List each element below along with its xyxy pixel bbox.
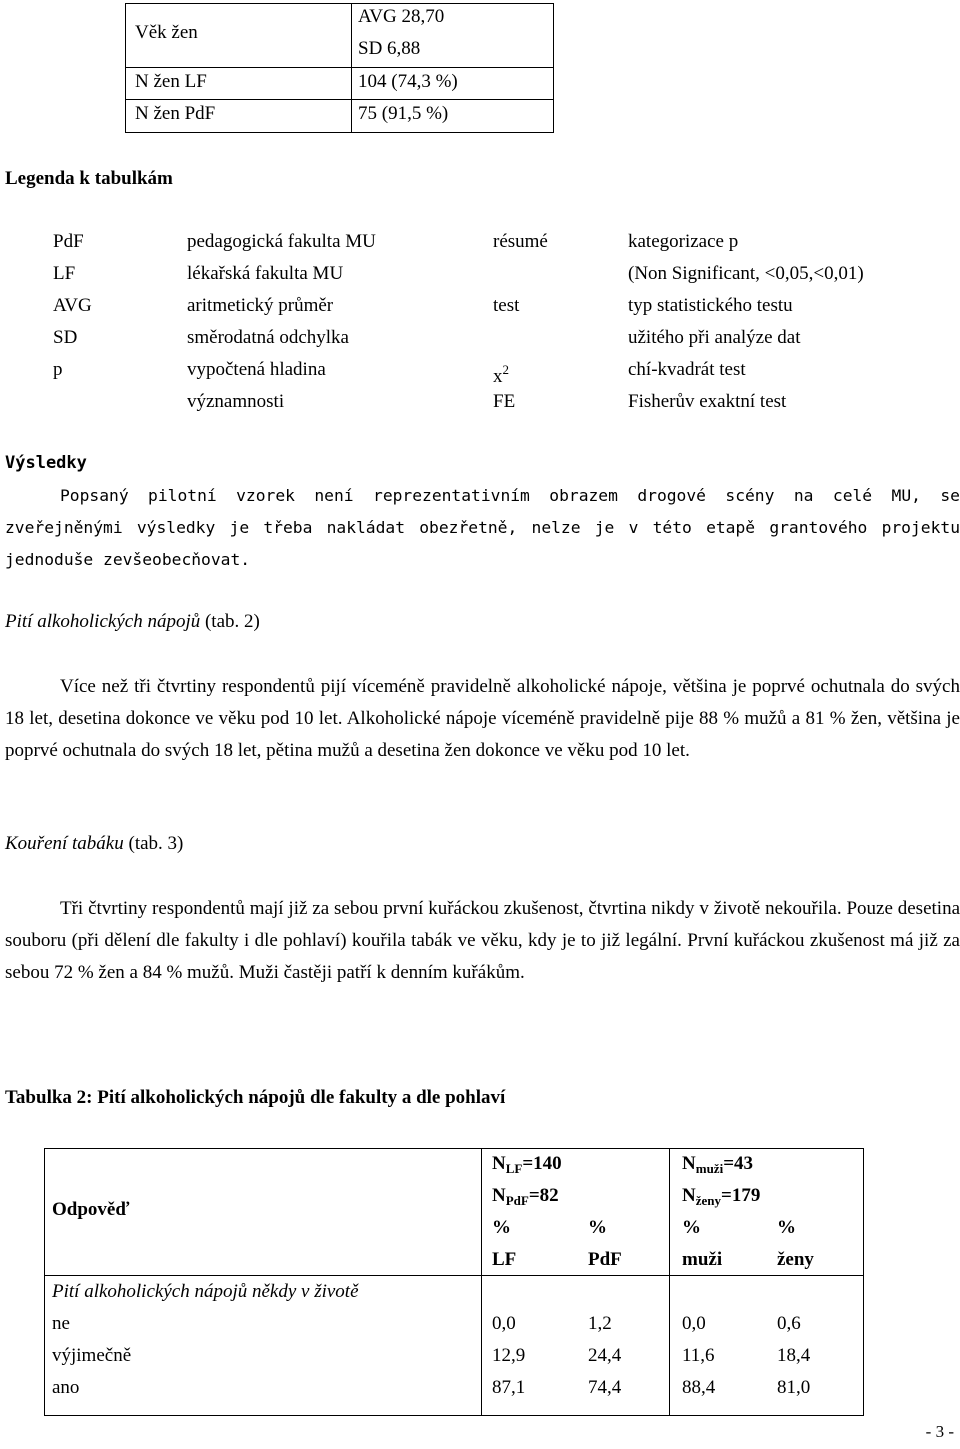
table2-cell: 0,0 — [682, 1313, 706, 1334]
table2-row-answer: výjimečně — [52, 1345, 132, 1366]
table2-cell: 11,6 — [682, 1345, 715, 1366]
smoking-heading: Kouření tabáku (tab. 3) — [5, 833, 184, 854]
n-women-pdf-value: 75 (91,5 %) — [358, 103, 449, 124]
col-lf-label: LF — [492, 1249, 517, 1270]
table2-cell: 87,1 — [492, 1377, 526, 1398]
age-avg: AVG 28,70 — [358, 6, 445, 27]
legend-desc: aritmetický průměr — [187, 295, 334, 316]
age-sd: SD 6,88 — [358, 38, 421, 59]
alcohol-table — [44, 1148, 864, 1416]
table2-answer-header: Odpověď — [52, 1199, 130, 1220]
table2-section-label: Pití alkoholických nápojů někdy v životě — [52, 1281, 359, 1302]
legend-desc: vypočtená hladina — [187, 359, 326, 380]
table2-cell: 12,9 — [492, 1345, 526, 1366]
col-lf-pct: % — [492, 1217, 511, 1238]
n-men: $N_{muži}=43$ — [682, 1153, 754, 1176]
legend-meaning: užitého při analýze dat — [628, 327, 801, 348]
table2-cell: 0,6 — [777, 1313, 801, 1334]
table2-cell: 1,2 — [588, 1313, 612, 1334]
legend-meaning: kategorizace p — [628, 231, 739, 252]
legend-meaning: Fisherův exaktní test — [628, 391, 787, 412]
alcohol-paragraph: Více než tři čtvrtiny respondentů pijí víceméně pravidelně alkoholické nápoje, většina je poprvé ochutnala do svých 18 let, desetina dokonce ve věku pod 10 let. Alkoholické nápoje víceméně pravidelně pije 88 % mužů a 81 % žen, většina je poprvé ochutnala do svých 18 let, pětina mužů a desetina žen dokonce ve věku pod 10 let. — [5, 676, 960, 761]
table2-cell: 24,4 — [588, 1345, 622, 1366]
table2-cell: 81,0 — [777, 1377, 811, 1398]
n-women-lf-value: 104 (74,3 %) — [358, 71, 458, 92]
results-paragraph: Popsaný pilotní vzorek není reprezentativním obrazem drogové scény na celé MU, se zveřejněnými výsledky je třeba nakládat obezřetně, nelze je v této etapě grantového projektu jednoduše zevšeobecňovat. — [5, 486, 960, 569]
legend-abbr: SD — [53, 327, 78, 348]
legend-abbr: LF — [53, 263, 76, 284]
legend-term: résumé — [493, 231, 548, 252]
col-pdf-pct: % — [588, 1217, 607, 1238]
legend-meaning: (Non Significant, <0,05,<0,01) — [628, 263, 864, 284]
legend-meaning: typ statistického testu — [628, 295, 793, 316]
table2-cell: 74,4 — [588, 1377, 622, 1398]
alcohol-heading: Pití alkoholických nápojů (tab. 2) — [5, 611, 260, 632]
table2-cell: 0,0 — [492, 1313, 516, 1334]
legend-desc: lékařská fakulta MU — [187, 263, 344, 284]
n-women-pdf-label: N žen PdF — [135, 103, 216, 124]
legend-term: test — [493, 295, 520, 316]
legend-abbr: p — [53, 359, 63, 380]
legend-abbr: PdF — [53, 231, 84, 252]
table2-row-answer: ne — [52, 1313, 70, 1334]
legend-desc: významnosti — [187, 391, 285, 412]
table2-caption: Tabulka 2: Pití alkoholických nápojů dle fakulty a dle pohlaví — [5, 1087, 506, 1108]
col-women-label: ženy — [777, 1249, 814, 1270]
age-label: Věk žen — [135, 22, 198, 43]
legend-meaning: chí-kvadrát test — [628, 359, 746, 380]
legend-term-chi: $x^2$ — [493, 362, 509, 387]
table2-cell: 18,4 — [777, 1345, 811, 1366]
smoking-paragraph: Tři čtvrtiny respondentů mají již za sebou první kuřáckou zkušenost, čtvrtina nikdy v životě nekouřila. Pouze desetina souboru (při dělení dle fakulty i dle pohlaví) kouřila tabák ve věku, kdy je to již legální. První kuřáckou zkušenost má již za sebou 72 % žen a 84 % mužů. Muži častěji patří k denním kuřákům. — [5, 898, 960, 983]
table2-cell: 88,4 — [682, 1377, 716, 1398]
table2-row-answer: ano — [52, 1377, 80, 1398]
n-women: $N_{ženy}=179$ — [682, 1185, 761, 1208]
legend-heading: Legenda k tabulkám — [5, 168, 173, 189]
col-men-label: muži — [682, 1249, 723, 1270]
demographics-table — [125, 3, 554, 133]
n-lf: $N_{LF}=140$ — [492, 1153, 562, 1176]
results-heading: Výsledky — [5, 453, 87, 473]
col-men-pct: % — [682, 1217, 701, 1238]
legend-abbr: AVG — [53, 295, 92, 316]
page-number: - 3 - — [925, 1422, 954, 1441]
legend-term: FE — [493, 391, 516, 412]
legend-desc: pedagogická fakulta MU — [187, 231, 376, 252]
n-pdf: $N_{PdF}=82$ — [492, 1185, 559, 1208]
legend-desc: směrodatná odchylka — [187, 327, 349, 348]
col-women-pct: % — [777, 1217, 796, 1238]
col-pdf-label: PdF — [588, 1249, 622, 1270]
n-women-lf-label: N žen LF — [135, 71, 207, 92]
